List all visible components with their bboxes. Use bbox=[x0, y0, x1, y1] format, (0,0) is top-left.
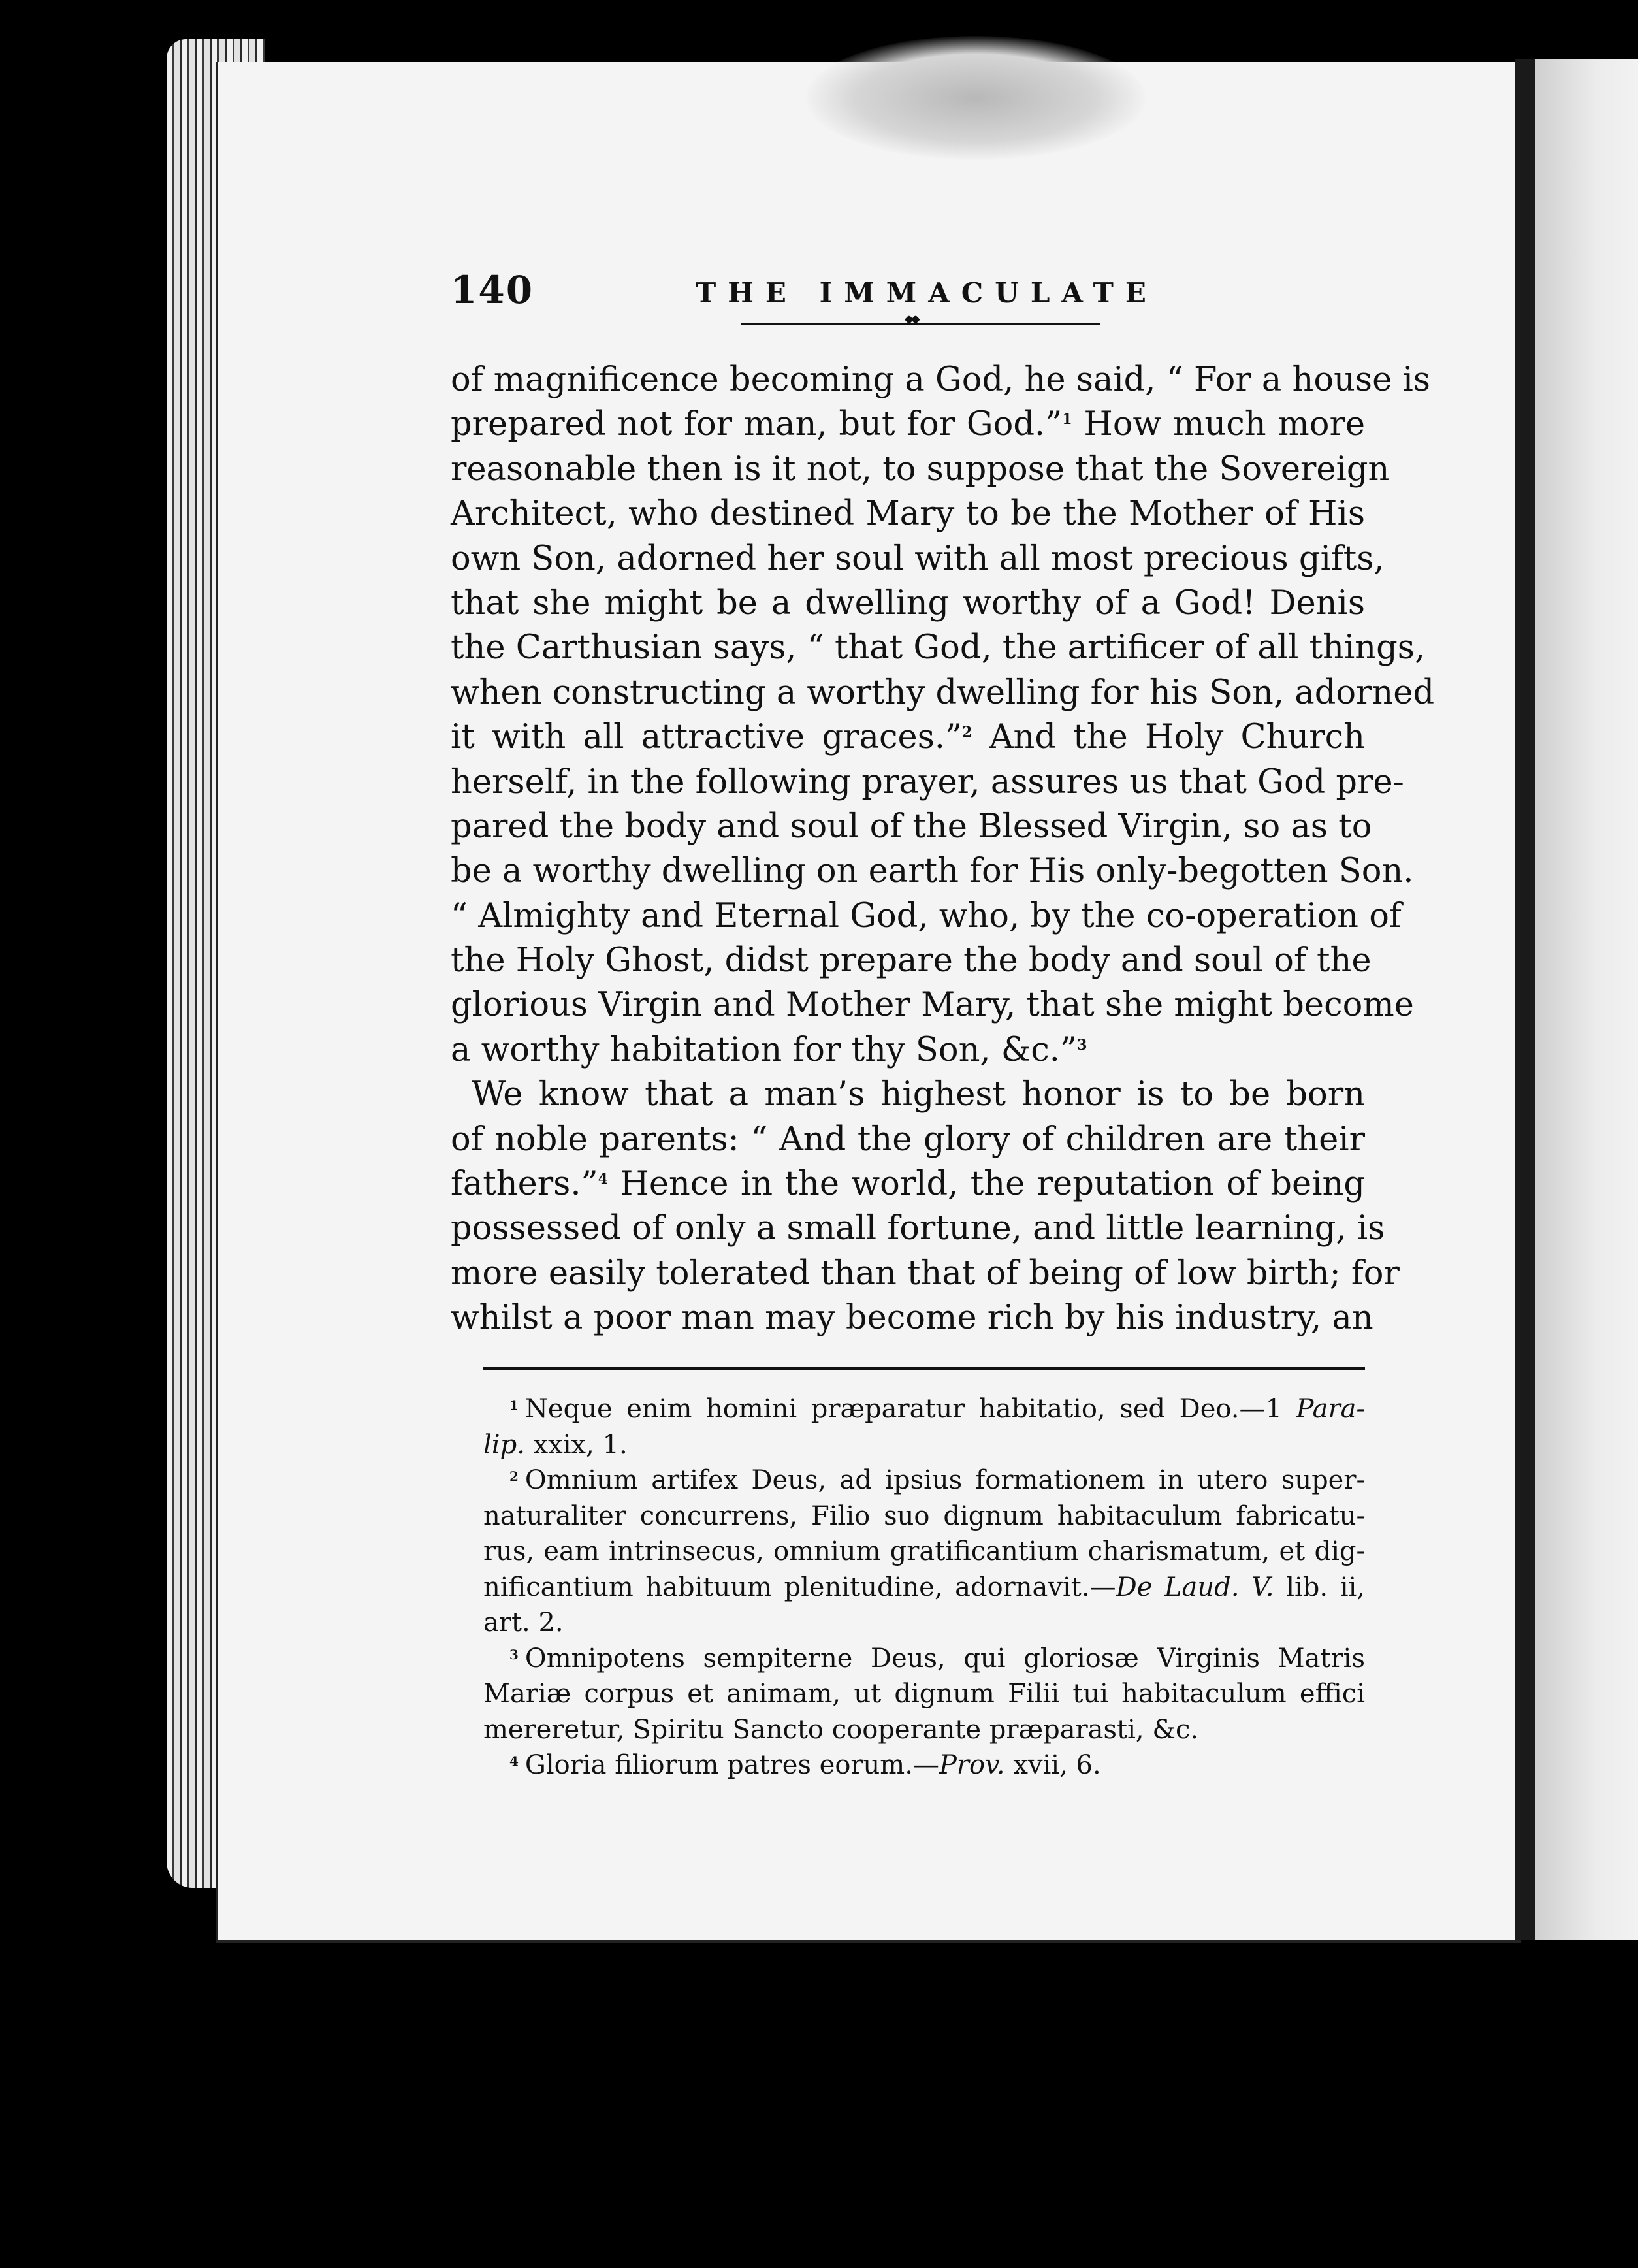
footnote-2-line: art. 2. bbox=[483, 1608, 564, 1638]
text-line: whilst a poor man may become rich by his industry, an bbox=[451, 1299, 1373, 1338]
text-line: the Carthusian says, “ that God, the artificer of all things, bbox=[451, 628, 1426, 668]
footnote-3-line: $^3$ Omnipotens sempiterne Deus, qui gloriosæ Virginis Matris bbox=[509, 1643, 1365, 1674]
text-line: be a worthy dwelling on earth for His only-begotten Son. bbox=[451, 852, 1414, 891]
footnote-ref-4: 4 bbox=[598, 1171, 608, 1188]
text-line: Architect, who destined Mary to be the Mother of His bbox=[451, 494, 1365, 534]
footnote-4-line: $^4$ Gloria filiorum patres eorum.—Prov. xvii, 6. bbox=[509, 1750, 1101, 1780]
footnote-mark: 2 bbox=[509, 1468, 519, 1484]
footnote-1-line: lip. xxix, 1. bbox=[483, 1429, 628, 1460]
text-line: of magnificence becoming a God, he said, “ For a house is bbox=[451, 361, 1430, 399]
footnote-3-line: mereretur, Spiritu Sancto cooperante præparasti, &c. bbox=[483, 1714, 1199, 1745]
footnote-mark: 3 bbox=[509, 1646, 519, 1662]
text-line: prepared not for man, but for God.”$^1$ How much more bbox=[451, 405, 1366, 444]
main-text bbox=[451, 358, 1435, 1341]
footnote-ref-1: 1 bbox=[1062, 411, 1072, 429]
footnote-ref-2: 2 bbox=[962, 724, 972, 741]
text-line: when constructing a worthy dwelling for his Son, adorned bbox=[451, 673, 1435, 712]
footnote-3-line: Mariæ corpus et animam, ut dignum Filii tui habitaculum effici bbox=[483, 1679, 1365, 1709]
text-line: fathers.”$^4$ Hence in the world, the reputation of being bbox=[451, 1165, 1365, 1204]
footnote-ref-3: 3 bbox=[1077, 1036, 1087, 1054]
text-line: possessed of only a small fortune, and little learning, is bbox=[451, 1209, 1385, 1248]
facing-page-edge bbox=[1535, 59, 1638, 1940]
running-title: THE IMMACULATE bbox=[696, 277, 1158, 309]
text-line: reasonable then is it not, to suppose that the Sovereign bbox=[451, 449, 1390, 489]
footnotes bbox=[483, 1391, 1365, 1783]
page-number: 140 bbox=[451, 268, 534, 312]
text-line: glorious Virgin and Mother Mary, that she might become bbox=[451, 986, 1414, 1025]
text-line: it with all attractive graces.”$^2$ And the Holy Church bbox=[451, 718, 1365, 757]
footnote-rule bbox=[483, 1367, 1365, 1370]
footnote-mark: 4 bbox=[509, 1753, 519, 1769]
text-line: the Holy Ghost, didst prepare the body and soul of the bbox=[451, 941, 1372, 980]
text-line: more easily tolerated than that of being of low birth; for bbox=[451, 1254, 1400, 1293]
text-line: We know that a man’s highest honor is to be born bbox=[472, 1075, 1365, 1114]
text-line: herself, in the following prayer, assures us that God pre- bbox=[451, 762, 1404, 802]
text-line: pared the body and soul of the Blessed Virgin, so as to bbox=[451, 807, 1372, 846]
footnote-2-line: rus, eam intrinsecus, omnium gratificantium charismatum, et dig- bbox=[483, 1536, 1365, 1566]
book-gutter bbox=[1515, 59, 1535, 1940]
text-line: own Son, adorned her soul with all most precious gifts, bbox=[451, 539, 1385, 578]
footnote-2-line: nificantium habituum plenitudine, adornavit.—De Laud. V. lib. ii, bbox=[483, 1572, 1366, 1602]
text-line: that she might be a dwelling worthy of a God! Denis bbox=[451, 583, 1365, 623]
footnote-2-line: naturaliter concurrens, Filio suo dignum habitaculum fabricatu- bbox=[483, 1500, 1365, 1531]
footnote-mark: 1 bbox=[509, 1397, 519, 1413]
footnote-2-line: $^2$ Omnium artifex Deus, ad ipsius formationem in utero super- bbox=[509, 1465, 1365, 1495]
footnote-1-line: $^1$ Neque enim homini præparatur habitatio, sed Deo.—1 Para- bbox=[509, 1394, 1365, 1424]
text-line: of noble parents: “ And the glory of children are their bbox=[451, 1120, 1365, 1159]
text-line: a worthy habitation for thy Son, &c.”$^3$ bbox=[451, 1030, 1087, 1069]
header-ornament-rule bbox=[741, 323, 1100, 325]
text-line: “ Almighty and Eternal God, who, by the co-operation of bbox=[451, 896, 1402, 935]
